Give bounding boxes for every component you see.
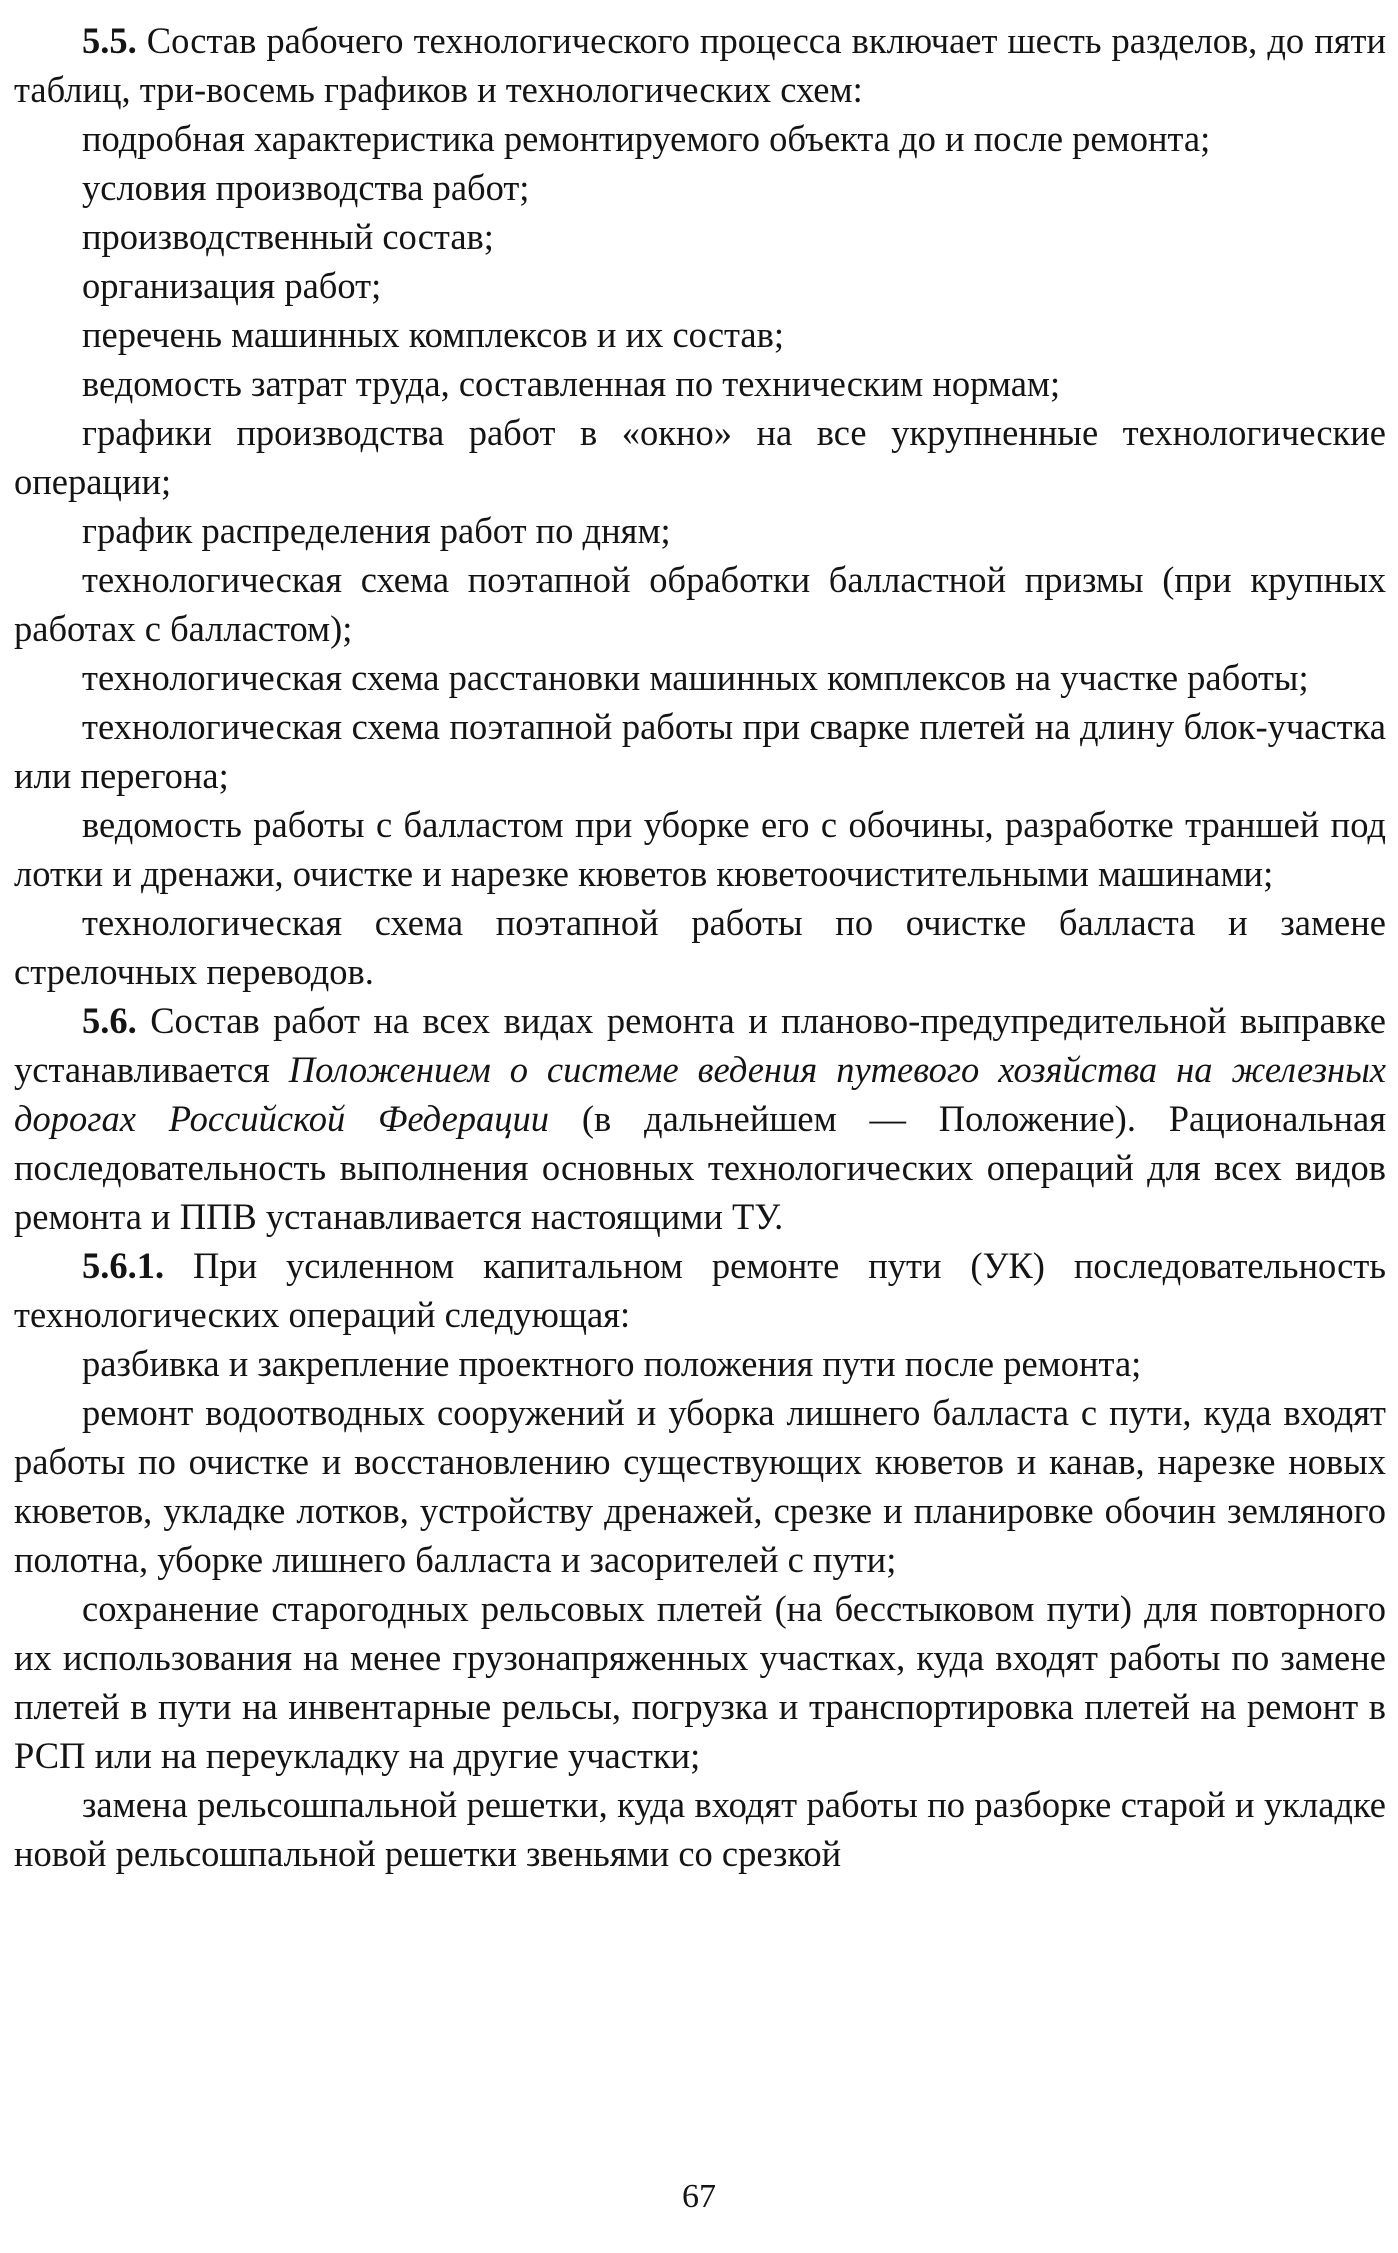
section-number: 5.5. xyxy=(82,20,137,61)
list-item: ведомость затрат труда, составленная по техническим нормам; xyxy=(82,363,1061,404)
list-item: технологическая схема поэтапной работы по очистке балласта и замене стрелочных переводов. xyxy=(14,902,1386,992)
paragraph-text: Состав рабочего технологического процесса включает шесть разделов, до пяти таблиц, три-восемь графиков и технологических схем: xyxy=(14,20,1386,110)
paragraph-text: При усиленном капитальном ремонте пути (УК) последовательность технологических операций следующая: xyxy=(14,1245,1386,1335)
list-item: производственный состав; xyxy=(82,216,494,257)
list-item: графики производства работ в «окно» на все укрупненные технологические операции; xyxy=(14,412,1386,502)
paragraph-5-6 xyxy=(14,996,1386,1241)
document-page xyxy=(14,16,1386,1878)
list-item: ведомость работы с балластом при уборке его с обочины, разработке траншей под лотки и дренажи, очистке и нарезке кюветов кюветоочистительными машинами; xyxy=(14,804,1386,894)
section-number: 5.6.1. xyxy=(82,1245,165,1286)
paragraph-5-6-1 xyxy=(14,1241,1386,1339)
list-item: технологическая схема расстановки машинных комплексов на участке работы; xyxy=(82,657,1309,698)
list-item: график распределения работ по дням; xyxy=(82,510,671,551)
list-item: технологическая схема поэтапной обработки балластной призмы (при крупных работах с балластом); xyxy=(14,559,1386,649)
list-item: сохранение старогодных рельсовых плетей (на бесстыковом пути) для повторного их использования на менее грузонапряженных участках, куда входят работы по замене плетей в пути на инвентарные рельсы, погрузка и транспортировка плетей на ремонт в РСП или на переукладку на другие участки; xyxy=(14,1588,1386,1776)
page-number: 67 xyxy=(682,2178,716,2215)
paragraph-5-5 xyxy=(14,16,1386,114)
regulation-title: Положением о системе ведения путевого хозяйства на железных дорогах Российской Федерации xyxy=(14,1049,1386,1139)
paragraph-text: Состав работ на всех видах ремонта и планово-предупредительной выправке устанавливается xyxy=(14,1000,1386,1090)
list-item: условия производства работ; xyxy=(82,167,530,208)
list-item: подробная характеристика ремонтируемого объекта до и после ремонта; xyxy=(82,118,1211,159)
section-number: 5.6. xyxy=(82,1000,137,1041)
list-item: технологическая схема поэтапной работы при сварке плетей на длину блок-участка или перегона; xyxy=(14,706,1386,796)
list-item: замена рельсошпальной решетки, куда входят работы по разборке старой и укладке новой рельсошпальной решетки звеньями со срезкой xyxy=(14,1784,1386,1874)
list-item: перечень машинных комплексов и их состав; xyxy=(82,314,785,355)
list-item: разбивка и закрепление проектного положения пути после ремонта; xyxy=(82,1343,1142,1384)
paragraph-text-tail: (в дальнейшем — Положение). Рациональная последовательность выполнения основных технологических операций для всех видов ремонта и ППВ устанавливается настоящими ТУ. xyxy=(14,1098,1387,1237)
list-item: организация работ; xyxy=(82,265,382,306)
list-item: ремонт водоотводных сооружений и уборка лишнего балласта с пути, куда входят работы по очистке и восстановлению существующих кюветов и канав, нарезке новых кюветов, укладке лотков, устройству дренажей, срезке и планировке обочин земляного полотна, уборке лишнего балласта и засорителей с пути; xyxy=(14,1392,1386,1580)
